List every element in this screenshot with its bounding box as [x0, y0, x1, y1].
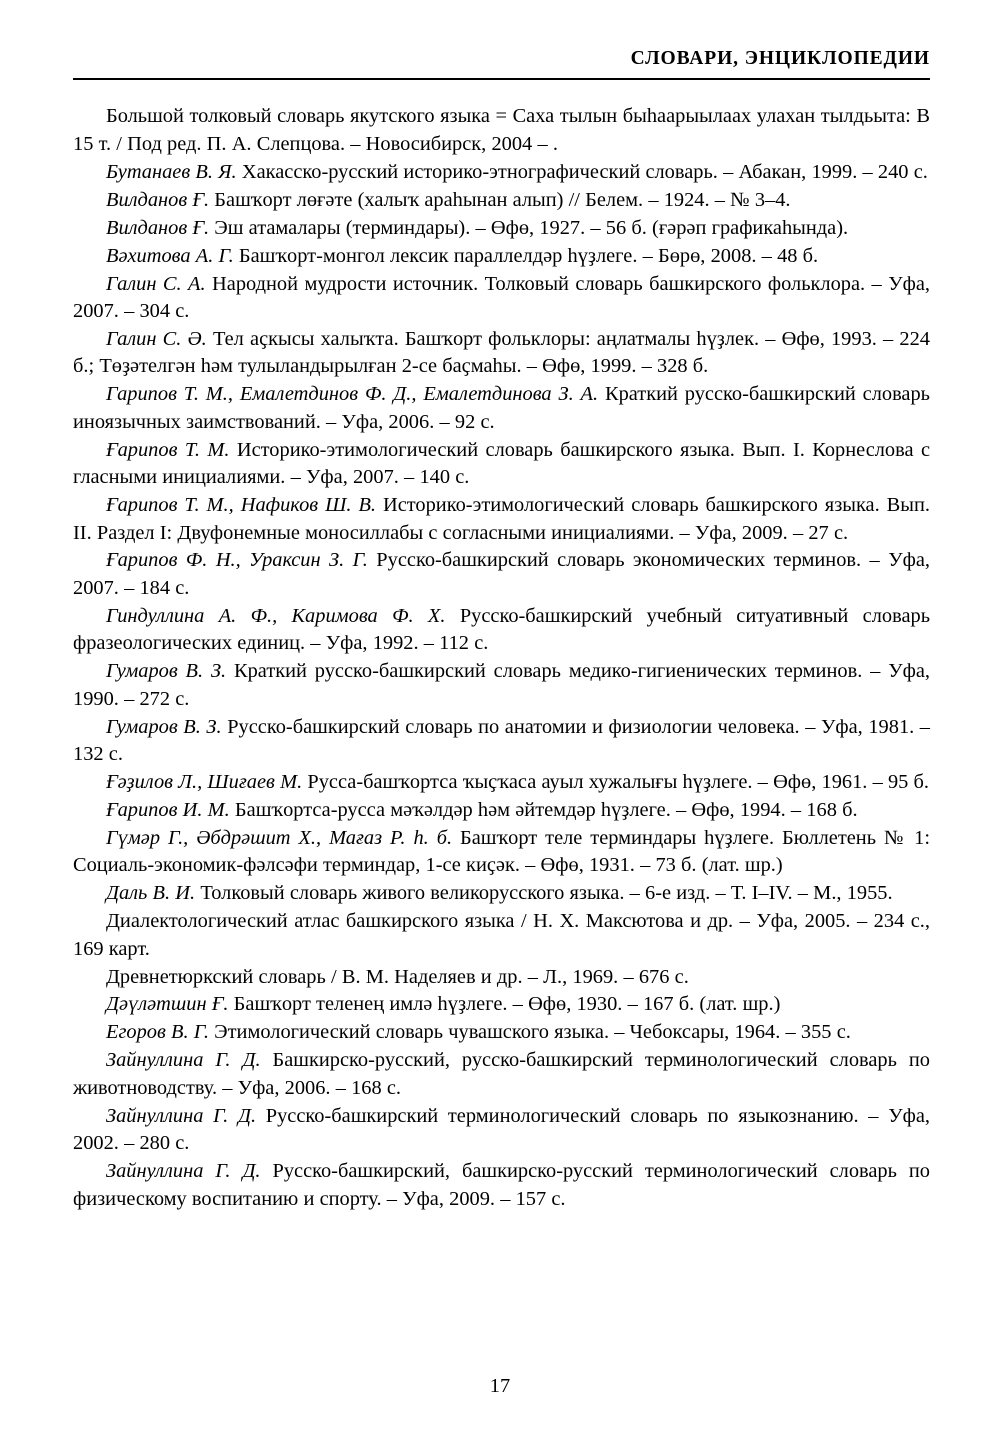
bibliography-entry [73, 103, 930, 158]
entry-author: Галин С. А. [106, 272, 206, 295]
entry-text: Историко-этимологический словарь башкирского языка. Вып. I. Корнеслова с гласными инициалиями. – Уфа, 2007. – 140 с. [73, 438, 930, 489]
entry-author: Вилданов Ғ. [106, 216, 210, 239]
entry-author: Гиндуллина А. Ф., Каримова Ф. Х. [106, 604, 446, 627]
entry-text: Башҡортса-русса мәҡәлдәр һәм әйтемдәр һүҙлеге. – Өфө, 1994. – 168 б. [229, 798, 858, 821]
entry-author: Зайнуллина Г. Д. [106, 1104, 257, 1127]
entry-text: Башҡорт теленең имлә һүҙлеге. – Өфө, 1930. – 167 б. (лат. шр.) [228, 993, 781, 1016]
bibliography-entry [73, 271, 930, 326]
entry-author: Даль В. И. [106, 882, 196, 905]
entry-text: Русско-башкирский терминологический словарь по языкознанию. – Уфа, 2002. – 280 с. [73, 1104, 930, 1155]
entry-author: Ғарипов Т. М. [106, 438, 230, 461]
bibliography-entry [73, 492, 930, 547]
entry-author: Гарипов Т. М., Емалетдинов Ф. Д., Емалетдинова З. А. [106, 383, 599, 406]
entry-text: Диалектологический атлас башкирского языка / Н. Х. Максютова и др. – Уфа, 2005. – 234 с., 169 карт. [73, 910, 930, 960]
entry-author: Егоров В. Г. [106, 1021, 209, 1044]
entry-author: Вилданов Ғ. [106, 188, 210, 211]
bibliography-entry [73, 825, 930, 880]
bibliography-entry [73, 603, 930, 658]
entry-author: Гумаров В. З. [106, 715, 222, 738]
entry-text: Башкирско-русский, русско-башкирский терминологический словарь по животноводству. – Уфа, 2006. – 168 с. [73, 1049, 930, 1099]
entry-author: Ғарипов Ф. Н., Ураксин З. Г. [106, 549, 368, 572]
bibliography-entry [73, 991, 930, 1018]
entry-text: Русско-башкирский учебный ситуативный словарь фразеологических единиц. – Уфа, 1992. – 112 с. [73, 604, 930, 655]
running-head: СЛОВАРИ, ЭНЦИКЛОПЕДИИ [630, 48, 930, 69]
entry-author: Вәхитова А. Г. [106, 244, 234, 267]
bibliography-entry [73, 243, 930, 270]
bibliography-entry [73, 159, 930, 186]
entry-author: Зайнуллина Г. Д. [106, 1160, 261, 1183]
entry-text: Древнетюркский словарь / В. М. Наделяев и др. – Л., 1969. – 676 с. [106, 965, 689, 988]
entry-author: Гумаров В. З. [106, 660, 227, 683]
entry-text: Хакасско-русский историко-этнографический словарь. – Абакан, 1999. – 240 с. [236, 160, 928, 183]
header-rule [73, 78, 930, 80]
entry-text: Историко-этимологический словарь башкирского языка. Вып. II. Раздел I: Двуфонемные моносиллабы с согласными инициалиями. – Уфа, 2009. – 27 с. [73, 494, 930, 544]
entry-text: Башҡорт лөғәте (халыҡ араһынан алып) // Белем. – 1924. – № 3–4. [209, 188, 791, 211]
bibliography-list [73, 103, 930, 1213]
entry-text: Народной мудрости источник. Толковый словарь башкирского фольклора. – Уфа, 2007. – 304 с. [73, 272, 930, 322]
entry-text: Эш атамалары (терминдары). – Өфө, 1927. – 56 б. (ғәрәп графикаһында). [209, 216, 849, 239]
entry-text: Этимологический словарь чувашского языка. – Чебоксары, 1964. – 355 с. [208, 1021, 851, 1044]
bibliography-entry [73, 714, 930, 769]
entry-author: Ғарипов Т. М., Нафиков Ш. В. [106, 494, 377, 517]
bibliography-entry [73, 547, 930, 602]
entry-text: Башҡорт-монгол лексик параллелдәр һүҙлеге. – Бөрө, 2008. – 48 б. [233, 244, 819, 267]
entry-text: Большой толковый словарь якутского языка = Саха тылын быһаарыылаах улахан тылдьыта: В 15 т. / Под ред. П. А. Слепцова. – Новосибирск, 2004 – . [73, 105, 930, 155]
entry-text: Краткий русско-башкирский словарь иноязычных заимствований. – Уфа, 2006. – 92 с. [73, 383, 930, 433]
entry-author: Бутанаев В. Я. [106, 160, 237, 183]
entry-text: Башҡорт теле терминдары һүҙлеге. Бюллетень № 1: Социаль-экономик-фәлсәфи терминдар, 1-се киҫәк. – Өфө, 1931. – 73 б. (лат. шр.) [73, 826, 930, 877]
bibliography-entry [73, 215, 930, 242]
bibliography-entry [73, 769, 930, 796]
bibliography-entry [73, 797, 930, 824]
entry-author: Галин С. Ә. [106, 327, 207, 350]
bibliography-entry [73, 437, 930, 492]
bibliography-entry [73, 908, 930, 963]
entry-text: Толковый словарь живого великорусского языка. – 6-е изд. – Т. I–IV. – М., 1955. [195, 882, 893, 905]
bibliography-entry [73, 880, 930, 907]
entry-author: Ғәҙилов Л., Шиғаев М. [106, 770, 303, 793]
bibliography-entry [73, 381, 930, 436]
bibliography-entry [73, 658, 930, 713]
bibliography-entry [73, 1047, 930, 1102]
entry-author: Зайнуллина Г. Д. [106, 1049, 261, 1072]
page-number: 17 [489, 1375, 511, 1397]
bibliography-entry [73, 326, 930, 381]
entry-text: Русса-башҡортса ҡыҫҡаса ауыл хужалығы һүҙлеге. – Өфө, 1961. – 95 б. [302, 770, 930, 793]
entry-text: Тел аҫкысы халыҡта. Башҡорт фольклоры: аңлатмалы һүҙлек. – Өфө, 1993. – 224 б.; Төҙәтелгән һәм тулыландырылған 2-се баҫмаһы. – Өфө, 1999. – 328 б. [73, 327, 930, 378]
entry-text: Русско-башкирский, башкирско-русский терминологический словарь по физическому воспитанию и спорту. – Уфа, 2009. – 157 с. [73, 1160, 930, 1210]
entry-author: Ғарипов И. М. [106, 798, 230, 821]
entry-text: Русско-башкирский словарь по анатомии и физиологии человека. – Уфа, 1981. – 132 с. [73, 715, 931, 765]
entry-text: Краткий русско-башкирский словарь медико-гигиенических терминов. – Уфа, 1990. – 272 с. [73, 660, 930, 710]
entry-author: Гүмәр Г., Әбдрәшит Х., Мағаз Р. һ. б. [106, 826, 453, 849]
entry-text: Русско-башкирский словарь экономических терминов. – Уфа, 2007. – 184 с. [73, 549, 930, 599]
bibliography-entry [73, 1103, 930, 1158]
bibliography-entry [73, 1158, 930, 1213]
bibliography-entry [73, 187, 930, 214]
entry-author: Дәүләтшин Ғ. [106, 993, 229, 1016]
bibliography-entry [73, 1019, 930, 1046]
bibliography-entry [73, 964, 930, 991]
page-content [73, 48, 930, 1213]
